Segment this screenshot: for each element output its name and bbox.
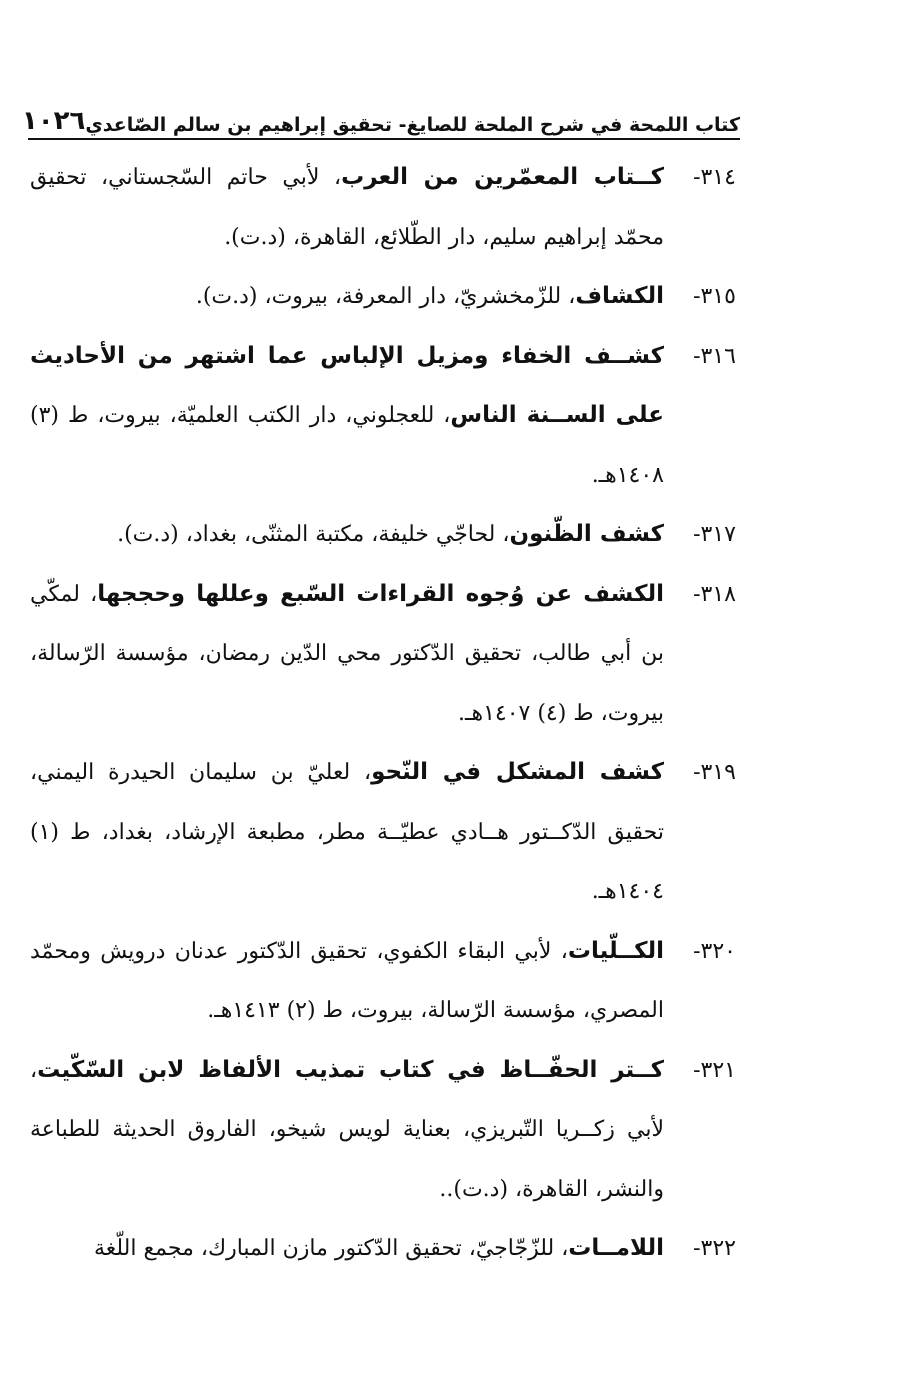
entry-details: ، لمكّي بن أبي طالب، تحقيق الدّكتور محي الدّين رمضان، مؤسسة الرّسالة، بيروت، ط (٤) ١٤٠٧هـ.	[30, 581, 664, 726]
header-divider	[28, 138, 740, 140]
running-title: كتاب اللمحة في شرح الملحة للصايغ- تحقيق إبراهيم بن سالم الصّاعدي	[85, 114, 740, 136]
bibliography-entry	[30, 1219, 736, 1279]
entry-number: ٣١٦-	[693, 343, 736, 369]
entry-details: ، للعجلوني، دار الكتب العلميّة، بيروت، ط (٣) ١٤٠٨هـ.	[30, 403, 664, 488]
entry-number: ٣١٥-	[693, 284, 736, 309]
entry-number: ٣٢١-	[693, 1057, 736, 1083]
entry-title: كشــف الخفاء ومزيل الإلباس عما اشتهر من الأحاديث على الســنة الناس	[30, 342, 665, 428]
entry-title: كــتر الحفّــاظ في كتاب تمذيب الألفاظ لابن السّكّيت	[37, 1056, 664, 1083]
bibliography-entry	[30, 1041, 736, 1220]
page-number: ١٠٢٦	[21, 106, 86, 136]
bibliography-entry	[30, 922, 736, 1041]
entry-number: ٣١٩-	[693, 760, 736, 785]
entry-number: ٣٢٢-	[693, 1236, 736, 1261]
entry-details: ، لعليّ بن سليمان الحيدرة اليمني، تحقيق الدّكــتور هــادي عطيّــة مطر، مطبعة الإرشاد، بغداد، ط (١) ١٤٠٤هـ.	[30, 760, 664, 904]
entry-title: كشف المشكل في النّحو	[371, 759, 664, 785]
entry-title: كشف الظّنون	[509, 521, 664, 547]
bibliography-entry	[30, 505, 736, 565]
bibliography-entry	[30, 743, 736, 922]
entry-number: ٣١٨-	[693, 581, 736, 607]
entry-details: ، للزّمخشريّ، دار المعرفة، بيروت، (د.ت).	[195, 284, 576, 309]
entry-title: الكشاف	[575, 283, 664, 309]
entry-details: ، لأبي زكــريا التّبريزي، بعناية لويس شيخو، الفاروق الحديثة للطباعة والنشر، القاهرة، (د.ت)..	[30, 1057, 664, 1202]
entry-number: ٣١٤-	[693, 165, 736, 190]
bibliography-list	[30, 148, 736, 1279]
bibliography-entry	[30, 327, 736, 506]
bibliography-entry	[30, 148, 736, 267]
entry-title: كــتاب المعمّرين من العرب	[341, 164, 664, 190]
entry-details: ، لحاجّي خليفة، مكتبة المثنّى، بغداد، (د.ت).	[117, 522, 510, 547]
entry-title: اللامــات	[568, 1235, 664, 1261]
entry-title: الكــلّيات	[567, 937, 664, 964]
entry-details: ، لأبي البقاء الكفوي، تحقيق الدّكتور عدنان درويش ومحمّد المصري، مؤسسة الرّسالة، بيروت، ط (٢) ١٤١٣هـ.	[30, 938, 664, 1023]
bibliography-entry	[30, 565, 736, 744]
page-header	[21, 96, 740, 136]
entry-details: ، لأبي حاتم السّجستاني، تحقيق محمّد إبراهيم سليم، دار الطّلائع، القاهرة، (د.ت).	[30, 165, 664, 250]
entry-number: ٣١٧-	[693, 522, 736, 547]
entry-number: ٣٢٠-	[693, 938, 736, 964]
entry-details: ، للزّجّاجيّ، تحقيق الدّكتور مازن المبارك، مجمع اللّغة	[93, 1236, 569, 1261]
bibliography-entry	[30, 267, 736, 327]
entry-title: الكشف عن وُجوه القراءات السّبع وعللها وحججها	[97, 580, 664, 607]
